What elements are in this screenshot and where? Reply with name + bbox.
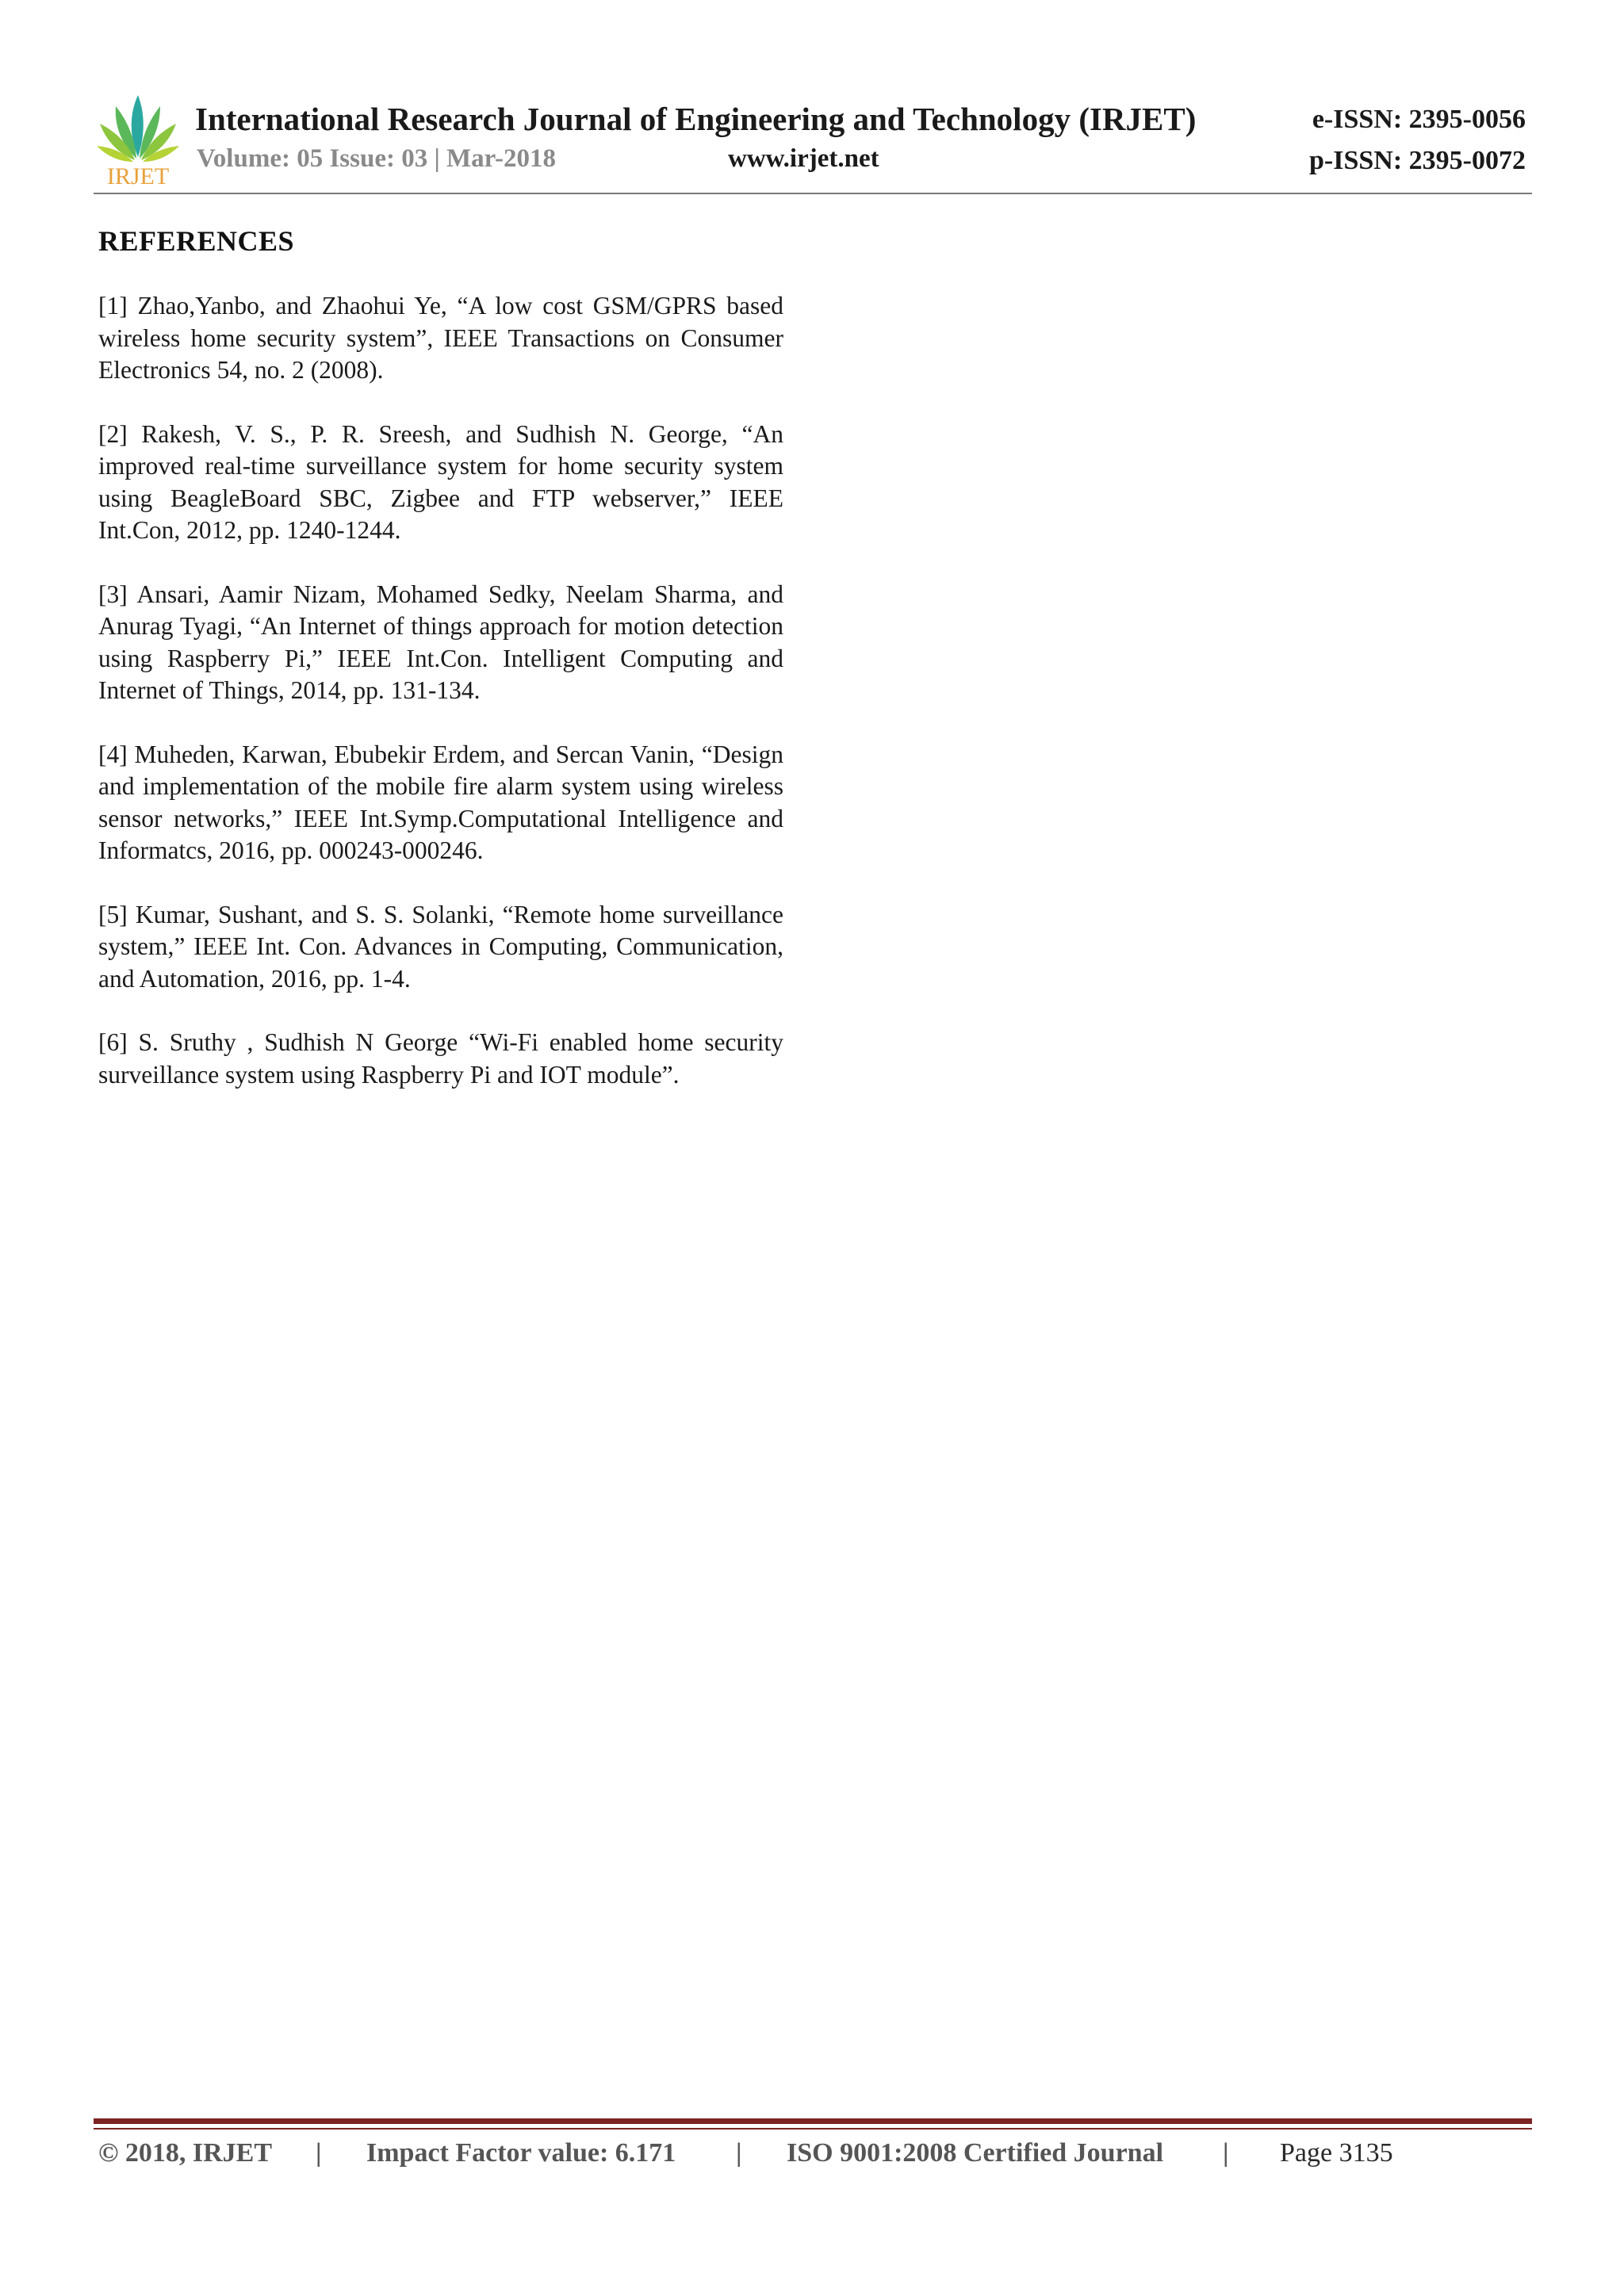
page-footer — [98, 2134, 1526, 2175]
leaf-logo-icon — [94, 89, 182, 187]
p-issn: p-ISSN: 2395-0072 — [1309, 146, 1526, 175]
e-issn: e-ISSN: 2395-0056 — [1312, 105, 1526, 134]
reference-6: [6] S. Sruthy , Sudhish N George “Wi-Fi enabled home security surveillance system using Raspberry Pi and IOT module”. — [98, 1028, 783, 1089]
logo-text: IRJET — [106, 163, 170, 187]
reference-3: [3] Ansari, Aamir Nizam, Mohamed Sedky, Neelam Sharma, and Anurag Tyagi, “An Internet of things approach for motion detection using Raspberry Pi,” IEEE Int.Con. Intelligent Computing and Internet of Things, 2014, pp. 131-134. — [98, 580, 783, 704]
footer-page-number: Page 3135 — [1280, 2138, 1393, 2168]
footer-rule-thin — [94, 2128, 1532, 2130]
header-divider — [94, 193, 1532, 194]
footer-separator: | — [736, 2138, 742, 2168]
irjet-logo — [94, 89, 182, 187]
journal-website[interactable]: www.irjet.net — [728, 144, 879, 173]
volume-issue: Volume: 05 Issue: 03 | Mar-2018 — [197, 144, 557, 173]
references-heading: REFERENCES — [98, 225, 295, 257]
footer-separator: | — [316, 2138, 322, 2168]
footer-separator: | — [1223, 2138, 1229, 2168]
reference-list — [98, 290, 783, 1123]
footer-rule-thick — [94, 2118, 1532, 2124]
reference-4: [4] Muheden, Karwan, Ebubekir Erdem, and Sercan Vanin, “Design and implementation of the mobile fire alarm system using wireless sensor networks,” IEEE Int.Symp.Computational Intelligence and Informatcs, 2016, pp. 000243-000246. — [98, 740, 783, 864]
footer-impact-factor: Impact Factor value: 6.171 — [366, 2138, 676, 2168]
footer-iso: ISO 9001:2008 Certified Journal — [787, 2138, 1164, 2168]
reference-2: [2] Rakesh, V. S., P. R. Sreesh, and Sudhish N. George, “An improved real-time surveillance system for home security system using BeagleBoard SBC, Zigbee and FTP webserver,” IEEE Int.Con, 2012, pp. 1240-1244. — [98, 419, 783, 544]
reference-5: [5] Kumar, Sushant, and S. S. Solanki, “Remote home surveillance system,” IEEE Int. Con. Advances in Computing, Communication, and Automation, 2016, pp. 1-4. — [98, 900, 783, 993]
reference-1: [1] Zhao,Yanbo, and Zhaohui Ye, “A low cost GSM/GPRS based wireless home security system”, IEEE Transactions on Consumer Electronics 54, no. 2 (2008). — [98, 292, 783, 384]
footer-copyright: © 2018, IRJET — [98, 2138, 273, 2168]
journal-title: International Research Journal of Engineering and Technology (IRJET) — [195, 101, 1197, 137]
